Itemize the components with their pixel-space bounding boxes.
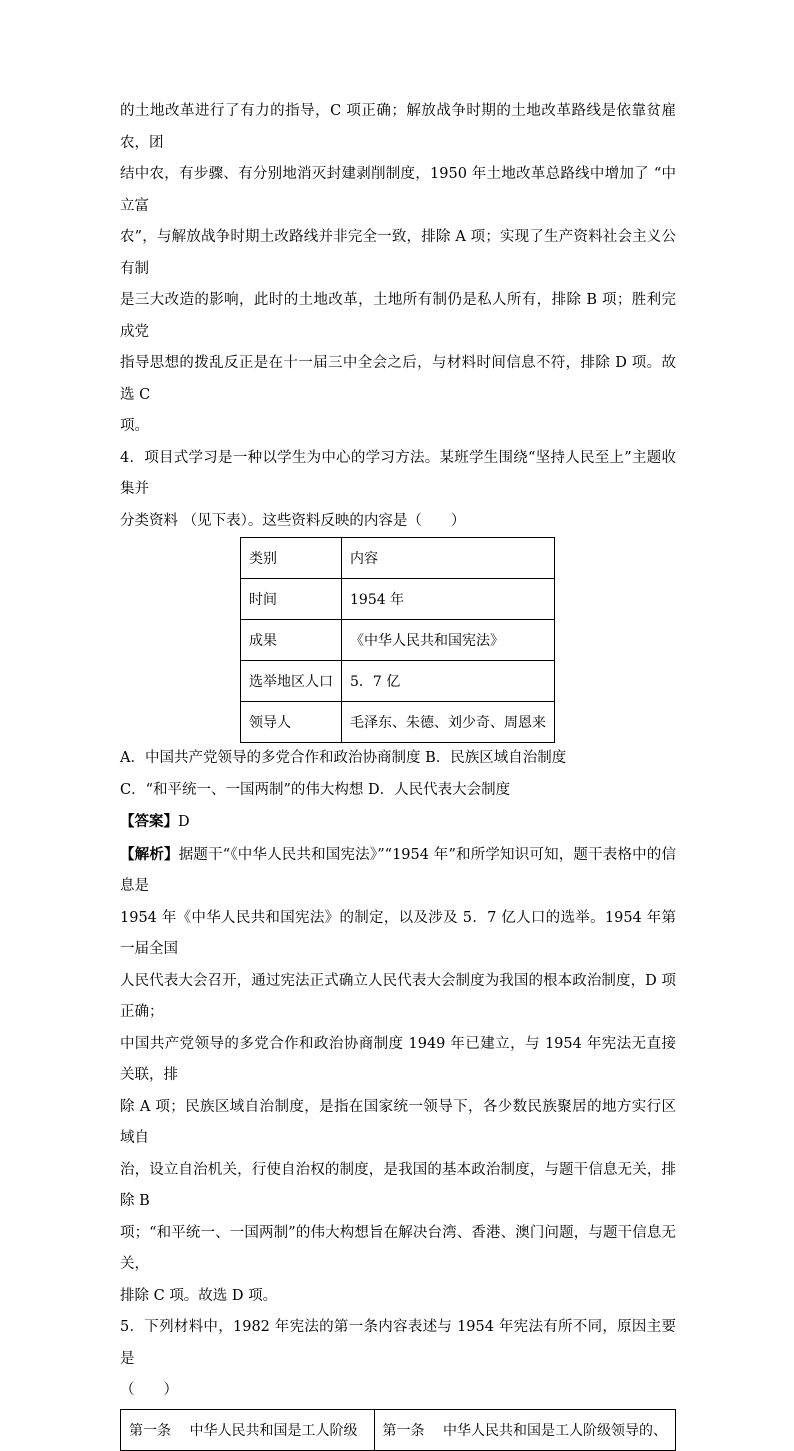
text-line: 指导思想的拨乱反正是在十一届三中全会之后，与材料时间信息不符，排除 D 项。故选 C: [120, 355, 676, 403]
question-stem-line: 5．下列材料中，1982 年宪法的第一条内容表述与 1954 年宪法有所不同，原因主要是: [120, 1319, 676, 1367]
table-row: [241, 579, 555, 620]
text-line: 结中农，有步骤、有分别地消灭封建剥削制度，1950 年土地改革总路线中增加了 “中立富: [120, 166, 676, 214]
option-line: A．中国共产党领导的多党合作和政治协商制度 B．民族区域自治制度: [120, 750, 567, 766]
table-cell: 5．7 亿: [342, 661, 555, 702]
table-row: [241, 661, 555, 702]
table-cell: 时间: [241, 579, 342, 620]
answer-label: 【答案】: [120, 813, 178, 830]
table-cell: 1954 年: [342, 579, 555, 620]
table-row: [241, 538, 555, 579]
material-table: [240, 537, 555, 743]
analysis-label: 【解析】: [120, 845, 179, 863]
option-line: C．“和平统一、一国两制”的伟大构想 D．人民代表大会制度: [120, 781, 511, 798]
text-line: 是三大改造的影响，此时的土地改革，土地所有制仍是私人所有，排除 B 项；胜利完成党: [120, 292, 676, 340]
analysis-line: 除 A 项；民族区域自治制度，是指在国家统一领导下，各少数民族聚居的地方实行区域自: [120, 1098, 676, 1146]
table-cell: 领导人: [241, 702, 342, 743]
question-stem-line: 4．项目式学习是一种以学生为中心的学习方法。某班学生围绕“坚持人民至上”主题收集并: [120, 449, 676, 497]
analysis-text: 据题干“《中华人民共和国宪法》”“1954 年”和所学知识可知，题干表格中的信息是: [120, 846, 676, 894]
answer-value: D: [178, 814, 190, 830]
analysis-line: 项；“和平统一、一国两制”的伟大构想旨在解决台湾、香港、澳门问题，与题干信息无关，: [120, 1224, 676, 1272]
question-5: [120, 1312, 676, 1451]
constitution-table: [120, 1409, 676, 1451]
question-4: [120, 443, 676, 1313]
analysis-line: 人民代表大会召开，通过宪法正式确立人民代表大会制度为我国的根本政治制度，D 项正确；: [120, 972, 676, 1020]
text-line: 项。: [120, 418, 149, 434]
table-cell: 《中华人民共和国宪法》: [342, 620, 555, 661]
table-cell: 第一条 中华人民共和国是工人阶级: [121, 1409, 375, 1450]
table-cell: 毛泽东、朱德、刘少奇、周恩来: [342, 702, 555, 743]
page-content: [120, 96, 676, 1451]
analysis-line: 1954 年《中华人民共和国宪法》的制定，以及涉及 5．7 亿人口的选举。1954 年第一届全国: [120, 909, 676, 957]
analysis-line: 中国共产党领导的多党合作和政治协商制度 1949 年已建立，与 1954 年宪法无直接关联，排: [120, 1035, 676, 1083]
text-line: 的土地改革进行了有力的指导，C 项正确；解放战争时期的土地改革路线是依靠贫雇农，团: [120, 103, 676, 151]
question-stem-line: 分类资料 （见下表）。这些资料反映的内容是（ ）: [120, 512, 466, 529]
table-cell: 第一条 中华人民共和国是工人阶级领导的、: [374, 1409, 675, 1450]
table-cell: 类别: [241, 538, 342, 579]
table-row: [241, 702, 555, 743]
table-cell: 成果: [241, 620, 342, 661]
table-cell: 选举地区人口: [241, 661, 342, 702]
table-row: [121, 1409, 676, 1450]
text-line: 农”，与解放战争时期土改路线并非完全一致，排除 A 项；实现了生产资料社会主义公有制: [120, 229, 676, 277]
analysis-line: 排除 C 项。故选 D 项。: [120, 1287, 278, 1304]
table-cell: 内容: [342, 538, 555, 579]
intro-paragraph: [120, 96, 676, 443]
answer-line: [120, 806, 676, 839]
analysis-line: [120, 839, 676, 903]
question-stem-line: （ ）: [120, 1382, 178, 1398]
table-row: [241, 620, 555, 661]
analysis-line: 治，设立自治机关，行使自治权的制度，是我国的基本政治制度，与题干信息无关，排除 B: [120, 1161, 676, 1209]
